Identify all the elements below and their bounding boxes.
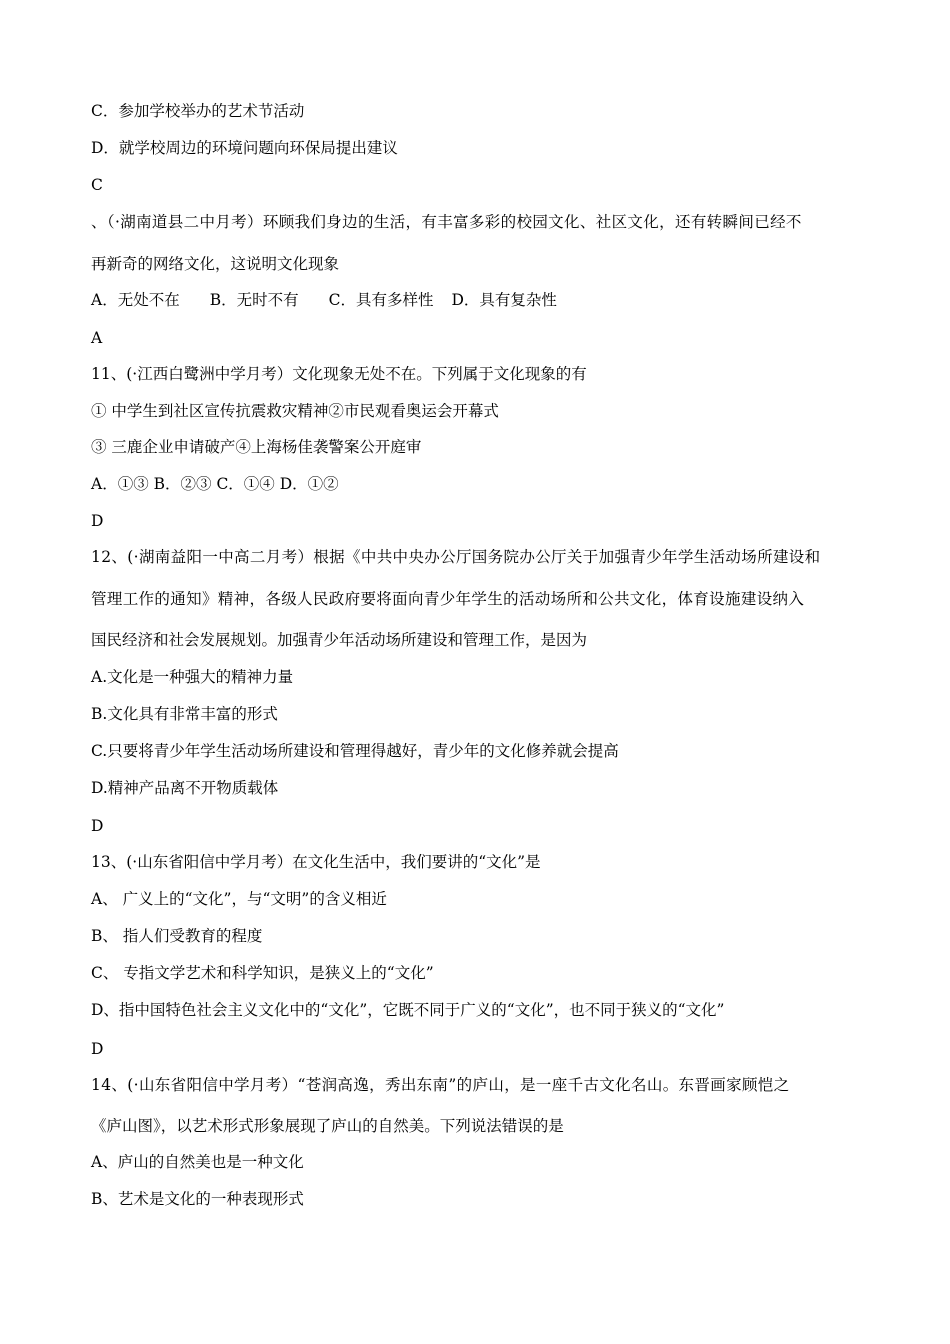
option-d: D．具有复杂性 [451,291,557,309]
option-b: B．无时不有 [209,291,299,309]
answer-line: A [91,329,103,347]
question-12-line-3: 国民经济和社会发展规划。加强青少年活动场所建设和管理工作，是因为 [91,631,588,649]
question-12-option-c: C.只要将青少年学生活动场所建设和管理得越好，青少年的文化修养就会提高 [91,742,619,760]
question-10-line-2: 再新奇的网络文化，这说明文化现象 [91,255,340,273]
question-13-line: 13、(·山东省阳信中学月考）在文化生活中，我们要讲的“文化”是 [91,853,541,871]
question-11-item-2: ③ 三鹿企业申请破产④上海杨佳袭警案公开庭审 [91,438,422,456]
option-c: C．具有多样性 [328,291,434,309]
question-13-option-c: C、 专指文学艺术和科学知识，是狭义上的“文化” [91,964,434,982]
answer-line: D [91,1040,104,1058]
question-14-line-1: 14、(·山东省阳信中学月考）“苍润高逸，秀出东南”的庐山，是一座千古文化名山。东晋画家顾恺之 [91,1076,790,1094]
question-14-line-2: 《庐山图》，以艺术形式形象展现了庐山的自然美。下列说法错误的是 [91,1117,564,1135]
answer-line: D [91,817,104,835]
question-14-option-b: B、艺术是文化的一种表现形式 [91,1190,304,1208]
question-13-option-a: A、 广义上的“文化”，与“文明”的含义相近 [91,890,387,908]
question-12-line-1: 12、(·湖南益阳一中高二月考）根据《中共中央办公厅国务院办公厅关于加强青少年学生活动场所建设和 [91,548,821,566]
question-11-item-1: ① 中学生到社区宣传抗震救灾精神②市民观看奥运会开幕式 [91,402,499,420]
option-a: A．无处不在 [91,291,180,309]
question-11-options: A．①③ B．②③ C．①④ D．①② [91,475,339,493]
question-10-options-row [91,290,557,310]
answer-line: C [91,176,103,194]
question-12-option-d: D.精神产品离不开物质载体 [91,779,279,797]
question-14-option-a: A、庐山的自然美也是一种文化 [91,1153,304,1171]
option-c-line: C．参加学校举办的艺术节活动 [91,102,305,120]
question-12-option-a: A.文化是一种强大的精神力量 [91,668,294,686]
question-12-line-2: 管理工作的通知》精神，各级人民政府要将面向青少年学生的活动场所和公共文化，体育设施建设纳入 [91,590,805,608]
question-13-option-d: D、指中国特色社会主义文化中的“文化”，它既不同于广义的“文化”，也不同于狭义的“文化” [91,1001,725,1019]
question-10-line-1: 、（·湖南道县二中月考）环顾我们身边的生活，有丰富多彩的校园文化、社区文化，还有转瞬间已经不 [91,213,802,231]
question-13-option-b: B、 指人们受教育的程度 [91,927,263,945]
answer-line: D [91,512,104,530]
question-11-line: 11、(·江西白鹭洲中学月考）文化现象无处不在。下列属于文化现象的有 [91,365,587,383]
question-12-option-b: B.文化具有非常丰富的形式 [91,705,278,723]
option-d-line: D．就学校周边的环境问题向环保局提出建议 [91,139,398,157]
